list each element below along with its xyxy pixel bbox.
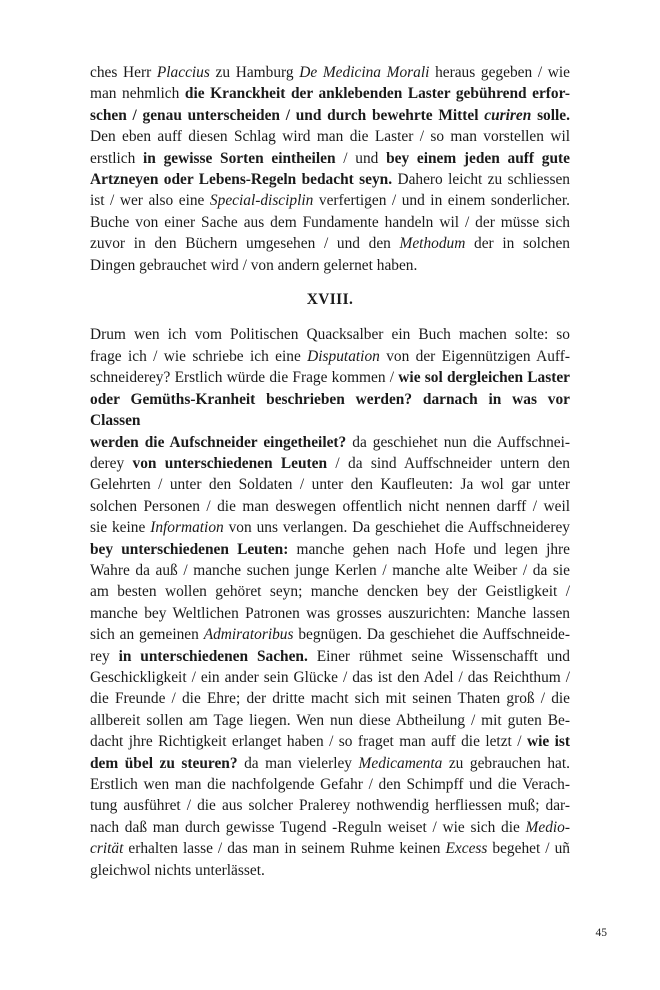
text-line	[90, 432, 570, 453]
text-line	[90, 496, 570, 517]
text-line	[90, 581, 570, 602]
text-run: Gelehrten / unter den Soldaten / unter den Kaufleuten: Ja wol gar unter	[90, 476, 570, 494]
text-run: Placcius	[156, 64, 210, 81]
text-run: heraus gegeben / wie	[429, 64, 570, 81]
text-line	[90, 753, 570, 774]
text-run: rey	[90, 647, 119, 665]
page-number: 45	[595, 927, 607, 939]
text-run: bey unterschiedenen Leuten:	[90, 540, 289, 558]
text-run: Methodum	[399, 235, 466, 253]
text-run: von uns verlangen. Da geschiehet die Auffschneiderey	[223, 519, 570, 537]
text-run: curiren	[484, 106, 532, 124]
text-line	[90, 731, 570, 752]
text-line	[90, 624, 570, 645]
text-run: am besten wollen gehöret seyn; manche dencken bey der Geistligkeit /	[90, 583, 570, 601]
text-run: Information	[150, 519, 224, 537]
text-run: Erstlich wen man die nachfolgende Gefahr / den Schimpff und die Verach-	[90, 776, 570, 793]
text-run: Artzneyen oder Lebens-Regeln bedacht seyn.	[90, 171, 393, 189]
text-run: erhalten lasse / das man in seinem Ruhme keinen	[123, 840, 446, 858]
text-run: manche bey Weltlichen Patronen was grosses auszurichten: Manche lassen	[90, 604, 570, 622]
text-run: crität	[90, 840, 124, 858]
text-run: derey	[90, 454, 133, 472]
text-line	[90, 126, 570, 147]
text-run: da geschiehet nun die Auffschnei-	[346, 433, 570, 451]
text-run: / da sind Auffschneider untern den	[327, 454, 570, 472]
text-run: Excess	[445, 840, 488, 858]
text-line	[90, 795, 570, 816]
paragraph	[90, 62, 570, 276]
text-run: verfertigen / und in einem sonderlicher.	[313, 192, 570, 210]
text-run: Dingen gebrauchet wird / von andern gelernet haben.	[90, 256, 418, 274]
text-line	[90, 710, 570, 731]
text-run: begehet / uñ	[487, 840, 570, 858]
text-run: gleichwol nichts unterlässet.	[90, 861, 265, 879]
text-line	[90, 646, 570, 667]
text-run: nach daß man durch gewisse Tugend -Reguln weiset / wie sich die	[90, 818, 526, 836]
text-run: solle.	[531, 106, 570, 124]
text-run: die Freunde / die Ehre; der dritte macht sich mit seinen Thaten groß / die	[90, 690, 570, 708]
text-run: dacht jhre Richtigkeit erlanget haben / so fraget man auff die letzt /	[90, 733, 527, 751]
text-line	[90, 860, 570, 881]
text-line	[90, 346, 570, 367]
text-line	[90, 324, 570, 345]
text-run: zu gebrauchen hat.	[442, 754, 570, 772]
text-run: Buche von einer Sache aus dem Fundamente handeln wil / der müsse sich	[90, 213, 570, 231]
text-line	[90, 105, 570, 126]
text-run: begnügen. Da geschiehet die Auffschneide-	[293, 626, 570, 644]
text-run: dem übel zu steuren?	[90, 754, 238, 772]
text-run: wie sol dergleichen Laster	[398, 369, 571, 387]
text-run: in unterschiedenen Sachen.	[118, 647, 308, 665]
text-run: Einer rühmet seine Wissenschafft und	[307, 647, 570, 665]
text-run: der in solchen	[465, 235, 570, 253]
text-run: Wahre da auß / manche suchen junge Kerlen / manche alte Weiber / da sie	[90, 561, 570, 579]
text-line	[90, 603, 570, 624]
text-run: Admiratoribus	[203, 626, 294, 644]
text-line	[90, 474, 570, 495]
text-line	[90, 517, 570, 538]
text-line	[90, 838, 570, 859]
text-run: da man vielerley	[237, 754, 359, 772]
text-line	[90, 389, 570, 432]
text-line	[90, 148, 570, 169]
section-heading: XVIII.	[306, 291, 354, 309]
text-run: Disputation	[307, 347, 380, 365]
text-run: Dahero leicht zu schliessen	[392, 171, 570, 189]
text-run: von unterschiedenen Leuten	[132, 454, 328, 472]
text-run: De Medicina Morali	[299, 64, 430, 81]
text-line	[90, 169, 570, 190]
text-run: manche gehen nach Hofe und legen jhre	[288, 540, 570, 558]
text-run: Medio-	[525, 818, 570, 836]
text-line	[90, 688, 570, 709]
text-run: Den eben auff diesen Schlag wird man die Laster / so man vorstellen wil	[90, 128, 570, 146]
text-line	[90, 817, 570, 838]
text-line	[90, 367, 570, 388]
text-run: schneiderey? Erstlich würde die Frage kommen /	[90, 369, 399, 387]
text-line	[90, 667, 570, 688]
text-run: bey einem jeden auff gute	[386, 149, 570, 167]
text-run: ist / wer also eine	[90, 192, 210, 210]
text-line	[90, 62, 570, 83]
text-run: Special-disciplin	[209, 192, 314, 210]
text-run: die Kranckheit der anklebenden Laster gebührend erfor-	[184, 85, 570, 103]
text-run: wie ist	[526, 733, 570, 751]
text-run: ches Herr	[90, 64, 157, 81]
text-run: sich an gemeinen	[90, 626, 204, 644]
text-line	[90, 453, 570, 474]
paragraph	[90, 324, 570, 881]
text-run: frage ich / wie schriebe ich eine	[90, 347, 308, 365]
text-line	[90, 255, 570, 276]
text-run: solchen Personen / die man deswegen offentlich nicht nennen darff / weil	[90, 497, 570, 515]
text-run: tung ausführet / die aus solcher Pralerey nothwendig herfliessen muß; dar-	[90, 797, 570, 815]
text-run: man nehmlich	[90, 85, 185, 103]
text-run: werden die Aufschneider eingetheilet?	[90, 433, 347, 451]
text-run: Medicamenta	[358, 754, 443, 772]
text-line	[90, 233, 570, 254]
text-run: schen / genau unterscheiden / und durch bewehrte Mittel	[90, 106, 485, 124]
text-line	[90, 83, 570, 104]
text-line	[90, 190, 570, 211]
page-text-block	[90, 62, 570, 881]
text-line	[90, 539, 570, 560]
text-line	[90, 212, 570, 233]
text-run: allbereit sollen am Tage liegen. Wen nun diese Abtheilung / mit guten Be-	[90, 711, 570, 729]
text-run: zu Hamburg	[209, 64, 300, 81]
text-run: Geschickligkeit / ein ander sein Glücke / das ist den Adel / das Reichthum /	[90, 668, 570, 686]
text-run: zuvor in den Büchern umgesehen / und den	[90, 235, 400, 253]
text-run: von der Eigennützigen Auff-	[379, 347, 570, 365]
text-run: Drum wen ich vom Politischen Quacksalber ein Buch machen solte: so	[90, 326, 570, 344]
text-run: / und	[335, 149, 387, 167]
text-run: sie keine	[90, 519, 151, 537]
text-line	[90, 560, 570, 581]
text-run: oder Gemüths-Kranheit beschrieben werden? darnach in was vor Classen	[90, 390, 570, 430]
text-run: erstlich	[90, 149, 144, 167]
text-line	[90, 774, 570, 795]
text-run: in gewisse Sorten eintheilen	[143, 149, 336, 167]
